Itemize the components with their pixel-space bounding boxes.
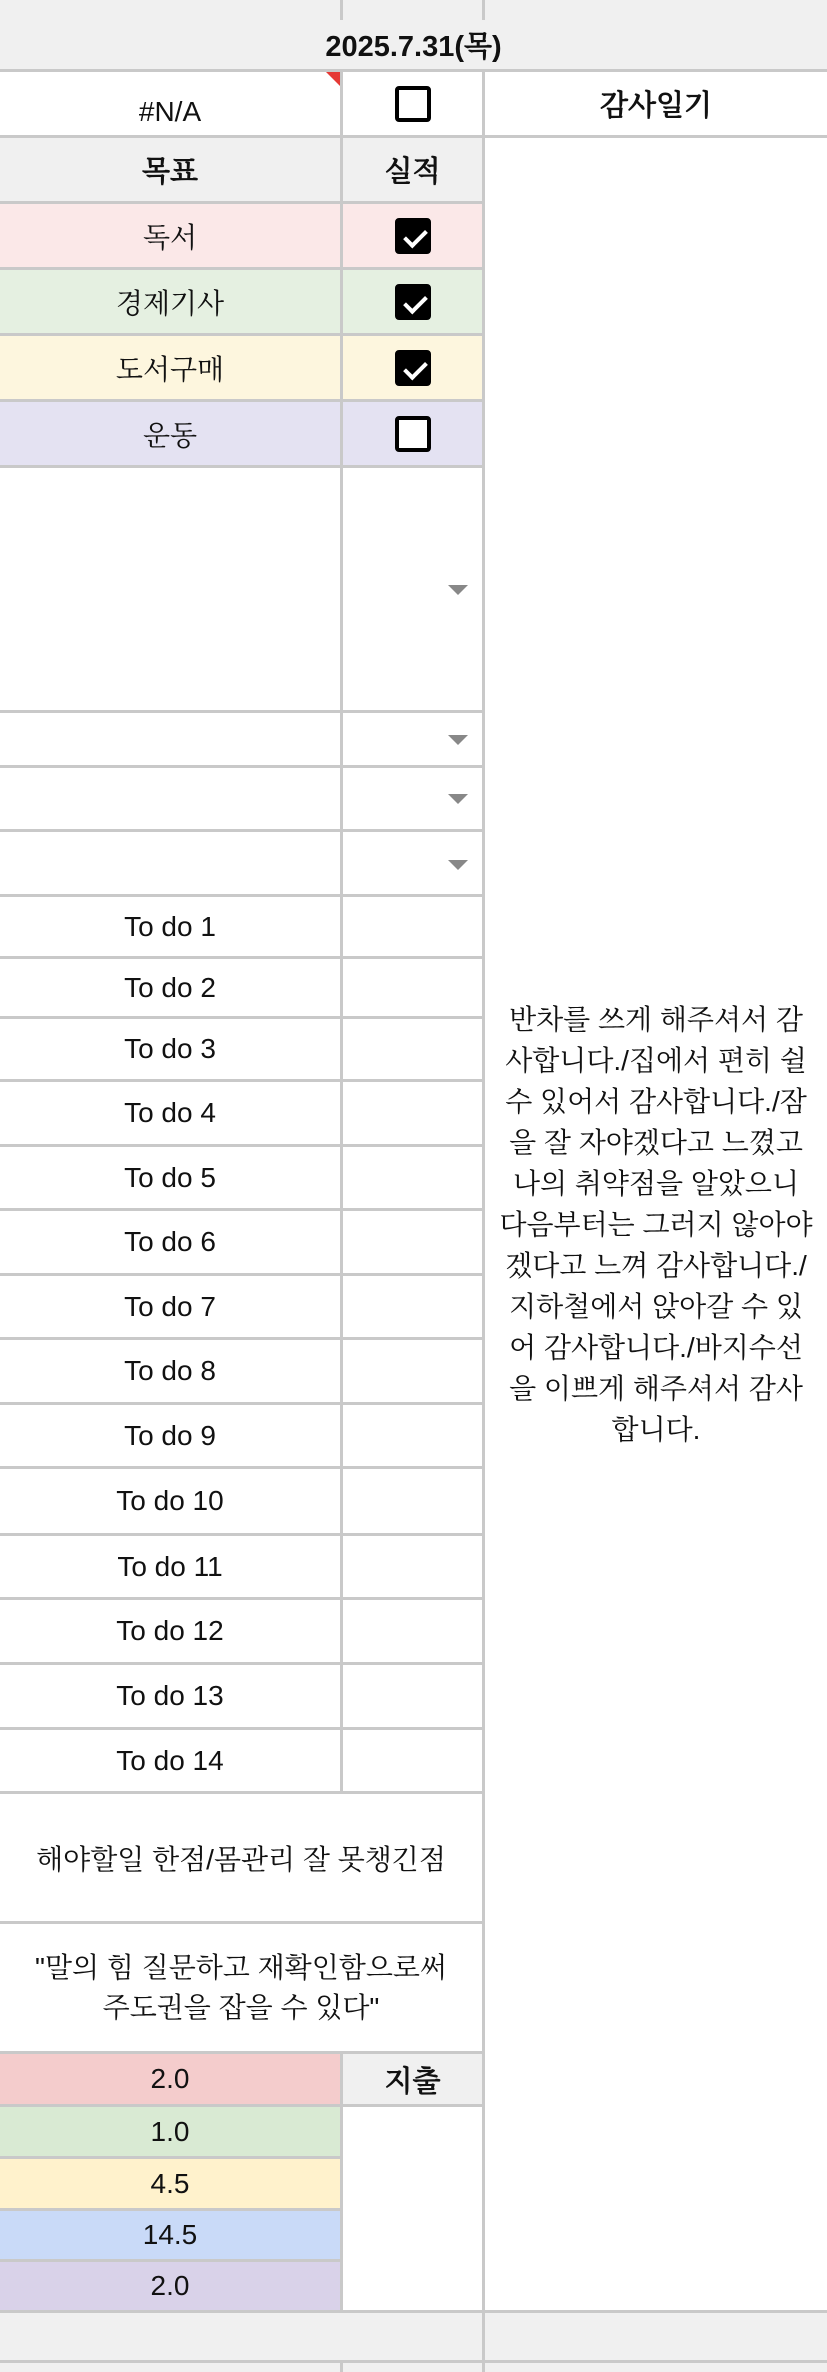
dropdown-cell[interactable] xyxy=(343,768,485,832)
quote-text: "말의 힘 질문하고 재확인함으로써 주도권을 잡을 수 있다" xyxy=(35,1951,447,2023)
todo-result-cell[interactable] xyxy=(343,1019,485,1082)
todo-label: To do 11 xyxy=(117,1550,223,1582)
diary-title-cell xyxy=(485,72,827,138)
goal-checkbox-cell[interactable] xyxy=(343,402,485,468)
dropdown-arrow-icon[interactable] xyxy=(448,585,468,595)
todo-item[interactable] xyxy=(0,1730,343,1794)
todo-label: To do 13 xyxy=(116,1680,224,1711)
na-cell[interactable] xyxy=(0,72,343,138)
dropdown-arrow-icon[interactable] xyxy=(448,860,468,870)
todo-label: To do 1 xyxy=(124,910,216,942)
todo-label: To do 14 xyxy=(116,1744,224,1776)
gratitude-diary-cell[interactable] xyxy=(485,138,827,2313)
top-strip-mid xyxy=(343,0,485,20)
todo-label: To do 9 xyxy=(124,1419,216,1451)
goal-item: 독서 xyxy=(0,204,343,270)
top-checkbox-cell[interactable] xyxy=(343,72,485,138)
todo-item[interactable] xyxy=(0,1536,343,1600)
goal-checkbox[interactable] xyxy=(395,350,431,386)
todo-label: To do 12 xyxy=(116,1615,224,1646)
expense-cell[interactable] xyxy=(343,2107,485,2313)
bottom-strip-right xyxy=(485,2313,827,2363)
todo-item[interactable] xyxy=(0,1600,343,1665)
date-text: 2025.7.31(목) xyxy=(325,31,502,63)
dropdown-cell[interactable] xyxy=(343,713,485,768)
todo-item[interactable] xyxy=(0,959,343,1019)
goal-checkbox-cell[interactable] xyxy=(343,336,485,402)
todo-result-cell[interactable] xyxy=(343,1469,485,1536)
todo-item[interactable] xyxy=(0,1469,343,1536)
todo-result-cell[interactable] xyxy=(343,1276,485,1340)
reflection-cell[interactable] xyxy=(0,1794,485,1924)
goal-item: 도서구매 xyxy=(0,336,343,402)
top-strip-right xyxy=(485,0,827,20)
goal-checkbox-cell[interactable] xyxy=(343,270,485,336)
todo-result-cell[interactable] xyxy=(343,1082,485,1147)
dropdown-cell[interactable] xyxy=(343,468,485,713)
comment-indicator-icon xyxy=(326,72,340,86)
hours-cell[interactable]: 2.0 xyxy=(0,2262,343,2313)
todo-label: To do 5 xyxy=(124,1161,216,1193)
todo-label: To do 2 xyxy=(124,971,216,1003)
todo-label: To do 6 xyxy=(124,1226,216,1257)
todo-item[interactable] xyxy=(0,1211,343,1276)
empty-goal-cell[interactable] xyxy=(0,713,343,768)
todo-result-cell[interactable] xyxy=(343,1600,485,1665)
todo-result-cell[interactable] xyxy=(343,897,485,959)
dropdown-cell[interactable] xyxy=(343,832,485,897)
hours-cell[interactable]: 1.0 xyxy=(0,2107,343,2159)
hours-cell[interactable]: 14.5 xyxy=(0,2211,343,2262)
goal-checkbox-cell[interactable] xyxy=(343,204,485,270)
gratitude-text: 반차를 쓰게 해주셔서 감사합니다./집에서 편히 쉴수 있어서 감사합니다./잠을 잘 자야겠다고 느꼈고 나의 취약점을 알았으니 다음부터는 그러지 않아야겠다고 느껴 감사합니다./지하철에서 앉아갈 수 있어 감사합니다./바지수선을 이쁘게 해주셔서 감사합니다. xyxy=(499,1003,813,1445)
top-strip-left xyxy=(0,0,343,20)
empty-goal-cell[interactable] xyxy=(0,832,343,897)
dropdown-arrow-icon[interactable] xyxy=(448,735,468,745)
goal-item: 운동 xyxy=(0,402,343,468)
quote-cell[interactable] xyxy=(0,1924,485,2054)
todo-item[interactable] xyxy=(0,1147,343,1211)
hours-cell[interactable]: 2.0 xyxy=(0,2054,343,2107)
expense-header: 지출 xyxy=(343,2054,485,2107)
empty-goal-cell[interactable] xyxy=(0,768,343,832)
todo-label: To do 8 xyxy=(124,1355,216,1386)
goal-header: 목표 xyxy=(0,138,343,204)
todo-result-cell[interactable] xyxy=(343,959,485,1019)
todo-result-cell[interactable] xyxy=(343,1730,485,1794)
todo-label: To do 10 xyxy=(116,1485,224,1516)
bottom-strip-tail-left xyxy=(0,2363,343,2372)
todo-label: To do 7 xyxy=(124,1290,216,1322)
todo-item[interactable] xyxy=(0,1665,343,1730)
todo-result-cell[interactable] xyxy=(343,1147,485,1211)
todo-item[interactable] xyxy=(0,1276,343,1340)
goal-checkbox[interactable] xyxy=(395,416,431,452)
todo-item[interactable] xyxy=(0,897,343,959)
bottom-strip-left xyxy=(0,2313,485,2363)
todo-label: To do 4 xyxy=(124,1097,216,1128)
todo-item[interactable] xyxy=(0,1340,343,1405)
todo-result-cell[interactable] xyxy=(343,1665,485,1730)
todo-item[interactable] xyxy=(0,1082,343,1147)
goal-checkbox[interactable] xyxy=(395,284,431,320)
empty-goal-cell[interactable] xyxy=(0,468,343,713)
todo-item[interactable] xyxy=(0,1405,343,1469)
todo-result-cell[interactable] xyxy=(343,1211,485,1276)
goal-checkbox[interactable] xyxy=(395,218,431,254)
reflection-text: 해야할일 한점/몸관리 잘 못챙긴점 xyxy=(36,1843,446,1875)
result-header: 실적 xyxy=(343,138,485,204)
todo-item[interactable] xyxy=(0,1019,343,1082)
todo-result-cell[interactable] xyxy=(343,1405,485,1469)
todo-result-cell[interactable] xyxy=(343,1340,485,1405)
todo-label: To do 3 xyxy=(124,1033,216,1064)
top-checkbox[interactable] xyxy=(395,86,431,122)
na-value: #N/A xyxy=(138,95,202,127)
dropdown-arrow-icon[interactable] xyxy=(448,794,468,804)
bottom-strip-tail-right xyxy=(485,2363,827,2372)
goal-item: 경제기사 xyxy=(0,270,343,336)
hours-cell[interactable]: 4.5 xyxy=(0,2159,343,2211)
diary-title: 감사일기 xyxy=(599,90,713,122)
date-header xyxy=(0,20,827,72)
todo-result-cell[interactable] xyxy=(343,1536,485,1600)
bottom-strip-tail-mid xyxy=(343,2363,485,2372)
